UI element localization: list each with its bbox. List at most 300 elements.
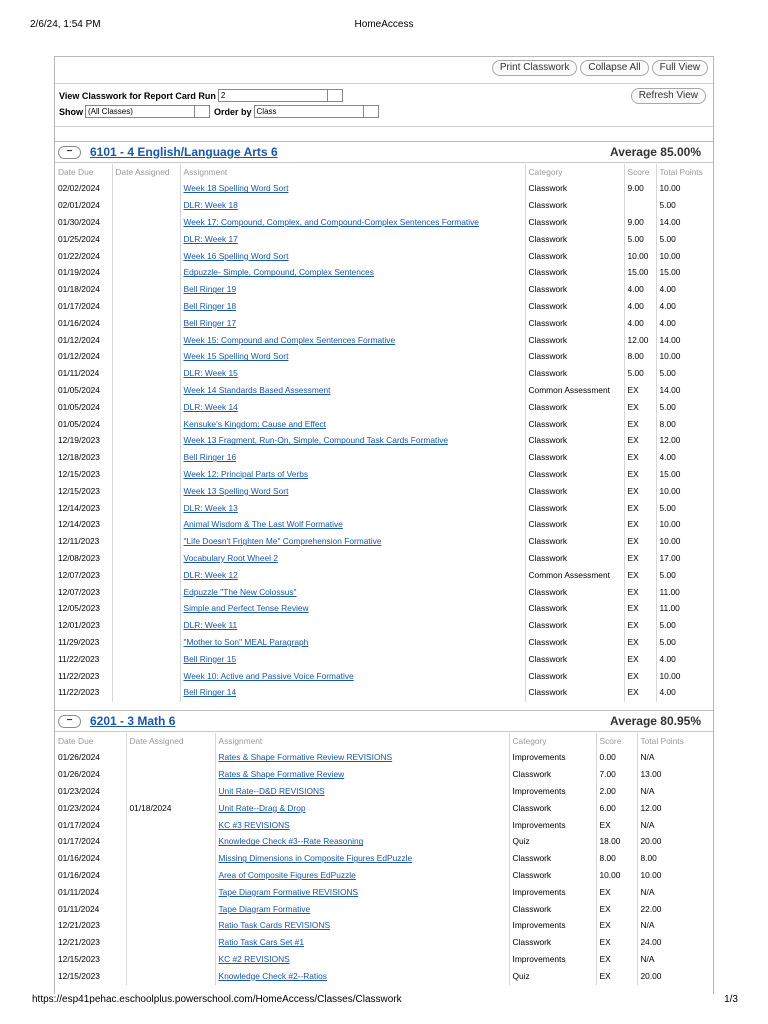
- assignment-cell: [180, 685, 525, 702]
- date-due-cell: 12/01/2023: [55, 618, 112, 635]
- assignment-link[interactable]: DLR: Week 17: [183, 233, 238, 244]
- assignment-link[interactable]: Area of Composite Figures EdPuzzle: [218, 869, 356, 880]
- assignment-cell: [180, 298, 525, 315]
- score-cell: 10.00: [596, 867, 637, 884]
- assignment-link[interactable]: Tape Diagram Formative REVISIONS: [218, 886, 359, 897]
- assignment-link[interactable]: Unit Rate--D&D REVISIONS: [218, 785, 325, 796]
- date-assigned-cell: [112, 298, 180, 315]
- date-assigned-cell: [112, 198, 180, 215]
- collapse-course-button[interactable]: −: [58, 715, 81, 728]
- column-header-assignment[interactable]: Assignment: [215, 733, 509, 750]
- column-header-category[interactable]: Category: [509, 733, 596, 750]
- order-by-select[interactable]: Class: [254, 105, 364, 118]
- category-cell: Improvements: [509, 817, 596, 834]
- date-assigned-cell: [112, 618, 180, 635]
- assignment-link[interactable]: Week 15 Spelling Word Sort: [183, 351, 289, 362]
- assignment-row: [55, 248, 711, 265]
- date-assigned-cell: [126, 817, 215, 834]
- total-points-cell: 4.00: [659, 317, 676, 328]
- course-name-link[interactable]: 6101 - 4 English/Language Arts 6: [90, 145, 278, 159]
- category-cell: Classwork: [509, 867, 596, 884]
- date-assigned-cell: [112, 517, 180, 534]
- score-cell: EX: [624, 618, 656, 635]
- date-assigned-cell: [112, 349, 180, 366]
- assignment-row: [55, 918, 711, 935]
- assignment-link[interactable]: DLR: Week 12: [183, 569, 238, 580]
- assignment-cell: [180, 500, 525, 517]
- total-points-cell: N/A: [640, 886, 655, 897]
- date-due-cell: 11/22/2023: [55, 651, 112, 668]
- assignment-cell: [180, 483, 525, 500]
- category-cell: Classwork: [525, 298, 624, 315]
- date-assigned-cell: [126, 783, 215, 800]
- assignment-cell: [180, 231, 525, 248]
- assignment-row: [55, 601, 711, 618]
- total-points-cell: 5.00: [659, 636, 676, 647]
- category-cell: Quiz: [509, 968, 596, 985]
- category-cell: Classwork: [525, 634, 624, 651]
- category-cell: Classwork: [525, 366, 624, 383]
- total-points-cell: 5.00: [659, 401, 676, 412]
- category-cell: Classwork: [525, 416, 624, 433]
- date-due-cell: 01/16/2024: [55, 867, 126, 884]
- page-number: 1/3: [724, 994, 738, 1005]
- total-points-cell: 24.00: [640, 937, 662, 948]
- total-points-cell: 10.00: [659, 351, 681, 362]
- assignment-row: [55, 800, 711, 817]
- category-cell: Classwork: [525, 349, 624, 366]
- print-classwork-button[interactable]: Print Classwork: [492, 60, 577, 76]
- assignment-link[interactable]: Bell Ringer 14: [183, 687, 237, 698]
- date-due-cell: 01/18/2024: [55, 282, 112, 299]
- assignment-row: [55, 466, 711, 483]
- assignment-link[interactable]: Bell Ringer 19: [183, 284, 237, 295]
- category-cell: Classwork: [525, 282, 624, 299]
- report-run-select[interactable]: 2: [218, 89, 328, 102]
- category-cell: Classwork: [525, 248, 624, 265]
- assignment-row: [55, 214, 711, 231]
- category-cell: Classwork: [509, 901, 596, 918]
- total-points-cell: N/A: [640, 752, 655, 763]
- category-cell: Classwork: [525, 466, 624, 483]
- assignment-link[interactable]: Unit Rate--Drag & Drop: [218, 802, 306, 813]
- assignment-link[interactable]: Bell Ringer 17: [183, 317, 237, 328]
- total-points-cell: 10.00: [659, 183, 681, 194]
- total-points-cell: 10.00: [640, 869, 662, 880]
- assignment-link[interactable]: Vocabulary Root Wheel 2: [183, 552, 279, 563]
- total-points-cell: 4.00: [659, 687, 676, 698]
- assignment-row: [55, 834, 711, 851]
- course-average: Average 80.95%: [610, 714, 701, 728]
- date-assigned-cell: [112, 534, 180, 551]
- filter-panel: [55, 83, 713, 127]
- date-assigned-cell: [112, 685, 180, 702]
- total-points-cell: 4.00: [659, 300, 676, 311]
- category-cell: Classwork: [525, 483, 624, 500]
- assignment-cell: [215, 817, 509, 834]
- total-points-cell: 10.00: [659, 485, 681, 496]
- assignment-row: [55, 265, 711, 282]
- column-header-assignment[interactable]: Assignment: [180, 164, 525, 181]
- date-due-cell: 12/15/2023: [55, 951, 126, 968]
- category-cell: Classwork: [509, 800, 596, 817]
- assignment-link[interactable]: Rates & Shape Formative Review REVISIONS: [218, 752, 393, 763]
- assignment-cell: [215, 884, 509, 901]
- assignment-link[interactable]: Ratio Task Cards REVISIONS: [218, 920, 331, 931]
- course-header-math: [55, 710, 713, 732]
- date-assigned-cell: [126, 951, 215, 968]
- category-cell: Classwork: [509, 851, 596, 868]
- score-cell: EX: [624, 433, 656, 450]
- assignment-link[interactable]: KC #2 REVISIONS: [218, 953, 290, 964]
- score-cell: EX: [624, 500, 656, 517]
- date-assigned-cell: [126, 968, 215, 985]
- assignment-cell: [180, 265, 525, 282]
- assignment-row: [55, 416, 711, 433]
- date-assigned-cell: [112, 584, 180, 601]
- assignment-link[interactable]: Edpuzzle "The New Colossus": [183, 586, 297, 597]
- assignment-link[interactable]: DLR: Week 15: [183, 368, 238, 379]
- toolbar: [492, 60, 708, 76]
- category-cell: Classwork: [525, 618, 624, 635]
- total-points-cell: 20.00: [640, 970, 662, 981]
- report-run-label: View Classwork for Report Card Run: [59, 90, 216, 101]
- score-cell: 5.00: [624, 366, 656, 383]
- assignment-row: [55, 584, 711, 601]
- date-assigned-cell: [126, 851, 215, 868]
- category-cell: Improvements: [509, 918, 596, 935]
- column-header-total-points[interactable]: Total Points: [640, 735, 684, 746]
- assignment-link[interactable]: Edpuzzle- Simple, Compound, Complex Sentences: [183, 267, 374, 278]
- assignment-row: [55, 332, 711, 349]
- date-due-cell: 12/19/2023: [55, 433, 112, 450]
- assignment-cell: [180, 517, 525, 534]
- date-due-cell: 01/11/2024: [55, 366, 112, 383]
- date-assigned-cell: [126, 834, 215, 851]
- total-points-cell: 8.00: [659, 418, 676, 429]
- score-cell: 4.00: [624, 298, 656, 315]
- assignment-link[interactable]: Animal Wisdom & The Last Wolf Formative: [183, 519, 343, 530]
- date-due-cell: 01/05/2024: [55, 399, 112, 416]
- course-average: Average 85.00%: [610, 145, 701, 159]
- date-due-cell: 12/08/2023: [55, 550, 112, 567]
- show-select[interactable]: (All Classes): [85, 105, 195, 118]
- assignment-row: [55, 399, 711, 416]
- date-due-cell: 12/15/2023: [55, 968, 126, 985]
- assignment-link[interactable]: Week 14 Standards Based Assessment: [183, 384, 331, 395]
- assignment-row: [55, 817, 711, 834]
- date-assigned-cell: [112, 332, 180, 349]
- score-cell: EX: [596, 968, 637, 985]
- category-cell: Classwork: [525, 315, 624, 332]
- score-cell: EX: [624, 382, 656, 399]
- category-cell: Classwork: [525, 198, 624, 215]
- date-assigned-cell: [112, 214, 180, 231]
- column-header-date-due[interactable]: Date Due: [55, 164, 112, 181]
- category-cell: Classwork: [509, 935, 596, 952]
- score-cell: 15.00: [624, 265, 656, 282]
- assignment-link[interactable]: Kensuke's Kingdom: Cause and Effect: [183, 418, 327, 429]
- print-header: [30, 19, 738, 33]
- assignment-link[interactable]: Rates & Shape Formative Review: [218, 769, 345, 780]
- total-points-cell: 17.00: [659, 552, 681, 563]
- assignment-row: [55, 935, 711, 952]
- score-cell: EX: [624, 668, 656, 685]
- assignment-cell: [180, 332, 525, 349]
- date-due-cell: 01/16/2024: [55, 315, 112, 332]
- assignment-cell: [215, 800, 509, 817]
- total-points-cell: N/A: [640, 920, 655, 931]
- date-due-cell: 12/18/2023: [55, 450, 112, 467]
- score-cell: 0.00: [596, 750, 637, 767]
- date-due-cell: 01/11/2024: [55, 901, 126, 918]
- total-points-cell: 11.00: [659, 603, 680, 614]
- assignment-link[interactable]: Bell Ringer 16: [183, 452, 237, 463]
- category-cell: Classwork: [525, 534, 624, 551]
- date-assigned-cell: [126, 884, 215, 901]
- date-due-cell: 01/05/2024: [55, 382, 112, 399]
- date-assigned-cell: [112, 450, 180, 467]
- assignment-link[interactable]: DLR: Week 11: [183, 620, 238, 631]
- score-cell: 9.00: [624, 214, 656, 231]
- assignment-row: [55, 349, 711, 366]
- assignment-row: [55, 483, 711, 500]
- date-due-cell: 01/11/2024: [55, 884, 126, 901]
- date-due-cell: 12/15/2023: [55, 466, 112, 483]
- date-due-cell: 12/07/2023: [55, 567, 112, 584]
- total-points-cell: 5.00: [659, 200, 676, 211]
- column-header-date-due[interactable]: Date Due: [55, 733, 126, 750]
- column-header-total-points[interactable]: Total Points: [659, 166, 703, 177]
- category-cell: Improvements: [509, 884, 596, 901]
- assignment-cell: [180, 601, 525, 618]
- refresh-view-button[interactable]: Refresh View: [631, 88, 706, 104]
- print-title: HomeAccess: [354, 19, 414, 30]
- score-cell: EX: [596, 918, 637, 935]
- assignment-link[interactable]: Week 10: Active and Passive Voice Formative: [183, 670, 354, 681]
- assignment-row: [55, 181, 711, 198]
- total-points-cell: 14.00: [659, 334, 681, 345]
- score-cell: EX: [624, 601, 656, 618]
- assignment-row: [55, 517, 711, 534]
- date-assigned-cell: 01/18/2024: [126, 800, 215, 817]
- print-datetime: 2/6/24, 1:54 PM: [30, 19, 101, 30]
- date-due-cell: 12/21/2023: [55, 935, 126, 952]
- assignment-cell: [180, 181, 525, 198]
- total-points-cell: 12.00: [640, 802, 662, 813]
- total-points-cell: 22.00: [640, 903, 662, 914]
- date-due-cell: 12/21/2023: [55, 918, 126, 935]
- assignment-cell: [180, 550, 525, 567]
- course-header-ela: [55, 141, 713, 163]
- total-points-cell: N/A: [640, 785, 655, 796]
- assignment-link[interactable]: Week 17: Compound, Complex, and Compound-Complex Sentences Formative: [183, 216, 479, 227]
- assignment-link[interactable]: Knowledge Check #2--Ratios: [218, 970, 327, 981]
- assignment-row: [55, 750, 711, 767]
- assignment-cell: [180, 433, 525, 450]
- score-cell: 7.00: [596, 767, 637, 784]
- date-due-cell: 01/19/2024: [55, 265, 112, 282]
- assignment-link[interactable]: Tape Diagram Formative: [218, 903, 311, 914]
- date-due-cell: 01/17/2024: [55, 834, 126, 851]
- assignment-cell: [180, 634, 525, 651]
- assignments-table-ela: [55, 164, 711, 702]
- date-assigned-cell: [126, 901, 215, 918]
- score-cell: 4.00: [624, 282, 656, 299]
- date-due-cell: 01/16/2024: [55, 851, 126, 868]
- total-points-cell: 13.00: [640, 769, 662, 780]
- table-header-row: [55, 733, 711, 750]
- assignment-cell: [215, 951, 509, 968]
- assignment-link[interactable]: KC #3 REVISIONS: [218, 819, 290, 830]
- assignment-cell: [215, 851, 509, 868]
- assignment-cell: [215, 767, 509, 784]
- category-cell: Classwork: [525, 214, 624, 231]
- date-due-cell: 01/30/2024: [55, 214, 112, 231]
- total-points-cell: 15.00: [659, 468, 681, 479]
- date-assigned-cell: [112, 382, 180, 399]
- assignment-row: [55, 450, 711, 467]
- assignment-link[interactable]: Ratio Task Cars Set #1: [218, 937, 304, 948]
- assignment-row: [55, 550, 711, 567]
- column-header-date-assigned[interactable]: Date Assigned: [112, 164, 180, 181]
- score-cell: 10.00: [624, 248, 656, 265]
- assignment-row: [55, 851, 711, 868]
- total-points-cell: 10.00: [659, 670, 681, 681]
- category-cell: Classwork: [525, 651, 624, 668]
- category-cell: Classwork: [525, 517, 624, 534]
- assignment-cell: [180, 450, 525, 467]
- assignment-link[interactable]: DLR: Week 18: [183, 200, 238, 211]
- date-assigned-cell: [112, 601, 180, 618]
- course-name-link[interactable]: 6201 - 3 Math 6: [90, 714, 176, 728]
- collapse-all-button[interactable]: Collapse All: [580, 60, 648, 76]
- score-cell: EX: [624, 399, 656, 416]
- assignment-link[interactable]: "Mother to Son" MEAL Paragraph: [183, 636, 309, 647]
- date-due-cell: 01/17/2024: [55, 298, 112, 315]
- assignment-cell: [180, 534, 525, 551]
- column-header-score[interactable]: Score: [624, 164, 656, 181]
- date-due-cell: 12/07/2023: [55, 584, 112, 601]
- assignment-link[interactable]: Week 16 Spelling Word Sort: [183, 250, 289, 261]
- category-cell: Classwork: [525, 550, 624, 567]
- score-cell: 8.00: [596, 851, 637, 868]
- assignment-link[interactable]: Week 18 Spelling Word Sort: [183, 183, 289, 194]
- assignment-link[interactable]: DLR: Week 13: [183, 502, 238, 513]
- date-assigned-cell: [112, 651, 180, 668]
- assignment-link[interactable]: Bell Ringer 18: [183, 300, 237, 311]
- collapse-course-button[interactable]: −: [58, 146, 81, 159]
- date-due-cell: 01/23/2024: [55, 800, 126, 817]
- assignment-link[interactable]: Knowledge Check #3--Rate Reasoning: [218, 836, 364, 847]
- date-due-cell: 12/15/2023: [55, 483, 112, 500]
- assignment-link[interactable]: Week 12: Principal Parts of Verbs: [183, 468, 309, 479]
- assignment-link[interactable]: "Life Doesn't Frighten Me" Comprehension Formative: [183, 536, 382, 547]
- total-points-cell: 5.00: [659, 620, 676, 631]
- score-cell: 6.00: [596, 800, 637, 817]
- date-assigned-cell: [126, 867, 215, 884]
- score-cell: [624, 198, 656, 215]
- category-cell: Classwork: [525, 265, 624, 282]
- total-points-cell: 11.00: [659, 586, 680, 597]
- score-cell: 12.00: [624, 332, 656, 349]
- assignment-row: [55, 382, 711, 399]
- assignment-link[interactable]: DLR: Week 14: [183, 401, 238, 412]
- assignment-cell: [215, 918, 509, 935]
- date-due-cell: 12/11/2023: [55, 534, 112, 551]
- total-points-cell: 5.00: [659, 368, 676, 379]
- assignment-link[interactable]: Simple and Perfect Tense Review: [183, 603, 309, 614]
- assignment-link[interactable]: Week 15: Compound and Complex Sentences Formative: [183, 334, 396, 345]
- score-cell: EX: [624, 685, 656, 702]
- show-dropdown-arrow[interactable]: [194, 105, 210, 118]
- category-cell: Classwork: [525, 601, 624, 618]
- date-due-cell: 11/22/2023: [55, 668, 112, 685]
- category-cell: Classwork: [525, 231, 624, 248]
- date-assigned-cell: [126, 750, 215, 767]
- category-cell: Classwork: [525, 584, 624, 601]
- date-assigned-cell: [112, 315, 180, 332]
- assignment-cell: [215, 968, 509, 985]
- date-assigned-cell: [112, 634, 180, 651]
- assignment-row: [55, 968, 711, 985]
- date-assigned-cell: [112, 265, 180, 282]
- assignment-cell: [180, 618, 525, 635]
- date-due-cell: 12/14/2023: [55, 500, 112, 517]
- date-assigned-cell: [112, 181, 180, 198]
- date-assigned-cell: [112, 483, 180, 500]
- date-assigned-cell: [112, 433, 180, 450]
- score-cell: 4.00: [624, 315, 656, 332]
- category-cell: Classwork: [525, 685, 624, 702]
- date-due-cell: 11/22/2023: [55, 685, 112, 702]
- date-assigned-cell: [126, 767, 215, 784]
- assignment-link[interactable]: Missing Dimensions in Composite Figures EdPuzzle: [218, 853, 413, 864]
- total-points-cell: 4.00: [659, 653, 676, 664]
- score-cell: EX: [596, 817, 637, 834]
- column-header-category[interactable]: Category: [525, 164, 624, 181]
- assignment-row: [55, 198, 711, 215]
- date-due-cell: 01/26/2024: [55, 750, 126, 767]
- assignments-table-math: [55, 733, 711, 985]
- report-run-dropdown-arrow[interactable]: [327, 89, 343, 102]
- date-assigned-cell: [112, 282, 180, 299]
- assignment-row: [55, 433, 711, 450]
- date-due-cell: 01/05/2024: [55, 416, 112, 433]
- score-cell: EX: [624, 567, 656, 584]
- assignment-link[interactable]: Week 13 Fragment, Run-On, Simple, Compound Task Cards Formative: [183, 435, 449, 446]
- full-view-button[interactable]: Full View: [652, 60, 708, 76]
- total-points-cell: 15.00: [659, 267, 681, 278]
- assignment-link[interactable]: Week 13 Spelling Word Sort: [183, 485, 289, 496]
- assignment-row: [55, 884, 711, 901]
- assignment-link[interactable]: Bell Ringer 15: [183, 653, 237, 664]
- assignment-row: [55, 783, 711, 800]
- column-header-score[interactable]: Score: [596, 733, 637, 750]
- assignment-row: [55, 567, 711, 584]
- column-header-date-assigned[interactable]: Date Assigned: [126, 733, 215, 750]
- total-points-cell: 10.00: [659, 536, 681, 547]
- order-by-dropdown-arrow[interactable]: [363, 105, 379, 118]
- assignment-row: [55, 618, 711, 635]
- date-due-cell: 11/29/2023: [55, 634, 112, 651]
- assignment-cell: [180, 399, 525, 416]
- category-cell: Classwork: [525, 181, 624, 198]
- date-assigned-cell: [112, 550, 180, 567]
- show-order-row: [59, 105, 379, 118]
- assignment-row: [55, 366, 711, 383]
- date-due-cell: 01/12/2024: [55, 349, 112, 366]
